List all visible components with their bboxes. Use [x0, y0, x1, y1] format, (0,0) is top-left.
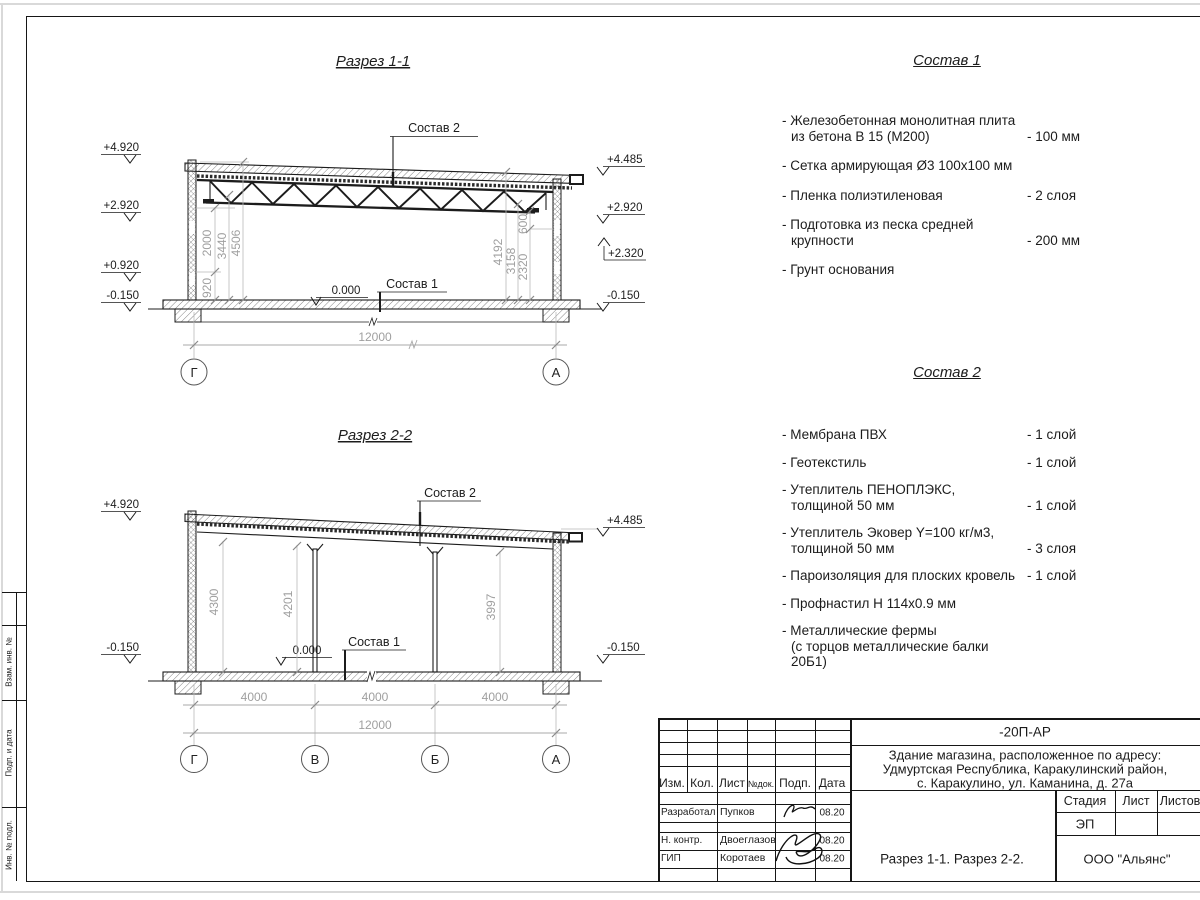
axis-bubble-g: [181, 359, 207, 385]
address-line-2: Удмуртская Республика, Каракулинский район,: [882, 761, 1168, 777]
sostav2-label: Состав 2: [424, 486, 476, 500]
svg-text:+2.920: +2.920: [607, 202, 643, 214]
elevation-right-2320: [598, 238, 646, 260]
bay-dims: [183, 684, 567, 746]
sostav1-title: Состав 1: [913, 52, 981, 69]
org-name: ООО "Альянс": [1083, 851, 1171, 867]
name-korotaev: Коротаев: [720, 852, 766, 864]
section-1-1-title: Разрез 1-1: [335, 53, 411, 70]
svg-text:4506: 4506: [229, 229, 243, 257]
svg-text:4201: 4201: [281, 590, 295, 618]
svg-text:4300: 4300: [207, 588, 221, 616]
svg-text:3440: 3440: [215, 232, 229, 260]
interior-dims: [207, 538, 504, 676]
col-header-kol: Кол.: [690, 776, 714, 790]
axis-bubble-a: [543, 746, 570, 773]
svg-text:4000: 4000: [481, 690, 509, 704]
svg-text:-0.150: -0.150: [607, 290, 640, 302]
col-header-data: Дата: [818, 776, 846, 790]
name-pupkov: Пупков: [720, 806, 755, 818]
svg-text:А: А: [551, 365, 561, 380]
elevation-right-4485: [597, 154, 645, 175]
column-b: [427, 547, 443, 672]
svg-text:+4.920: +4.920: [103, 142, 139, 154]
stage-value: ЭП: [1075, 816, 1095, 832]
list-item: - Мембрана ПВХ - 1 слой: [782, 427, 1077, 442]
list-item: - Профнастил Н 114х0.9 мм: [782, 595, 956, 611]
roof-edge-cap: [570, 175, 583, 184]
sostav1-list: [782, 52, 1112, 292]
svg-text:3158: 3158: [504, 247, 518, 275]
list-item: - Геотекстиль - 1 слой: [782, 454, 1077, 470]
list-item: - Железобетонная монолитная плита из бетона В 15 (М200) - 100 мм: [782, 113, 1081, 144]
sostav2-title: Состав 2: [913, 364, 981, 381]
axis-bubble-g: [181, 746, 208, 773]
elevation-left-4920: [101, 142, 141, 163]
col-header-list: Лист: [718, 776, 746, 790]
stage-label: Стадия: [1063, 794, 1107, 808]
svg-text:4000: 4000: [361, 690, 389, 704]
svg-text:4000: 4000: [240, 690, 268, 704]
svg-text:920: 920: [200, 277, 214, 299]
svg-text:Г: Г: [190, 365, 198, 380]
section-2-2-title: Разрез 2-2: [337, 427, 413, 444]
wall-left: [188, 511, 196, 672]
svg-text:Г: Г: [190, 752, 198, 767]
svg-text:2000: 2000: [200, 229, 214, 257]
axis-bubble-a: [543, 359, 569, 385]
list-item: - Пароизоляция для плоских кровель - 1 слой: [782, 568, 1077, 583]
col-header-ndok: №док.: [747, 779, 775, 789]
signature-pupkov: [784, 805, 815, 817]
role-gip: ГИП: [661, 853, 681, 864]
elevation-left-4920: [101, 499, 141, 520]
elevation-left-2920: [101, 200, 141, 221]
svg-text:+4.485: +4.485: [607, 154, 643, 166]
floor-slab: [148, 300, 602, 326]
role-nkontr: Н. контр.: [661, 835, 703, 846]
elevation-right-2920: [597, 202, 645, 223]
sostav2-label: Состав 2: [408, 121, 460, 135]
signature-flourish: [776, 834, 822, 864]
doc-code: -20П-АР: [999, 724, 1051, 740]
roof-edge-cap: [569, 533, 582, 542]
svg-text:+4.485: +4.485: [607, 515, 643, 527]
elevation-right-m0150: [597, 642, 645, 663]
svg-text:А: А: [551, 752, 561, 767]
sheets-label: Листов: [1159, 794, 1200, 808]
svg-text:2320: 2320: [516, 253, 530, 281]
sostav2-leader: [417, 486, 481, 546]
zero-level-mark: [276, 645, 332, 665]
signatures: [770, 795, 845, 880]
section-2-2: [101, 427, 645, 773]
strip-label-vzam: Взам. инв. №: [4, 637, 14, 687]
list-item: - Утеплитель ПЕНОПЛЭКС, толщиной 50 мм - 1 слой: [782, 482, 1077, 513]
address-line-3: с. Каракулино, ул. Каманина, д. 27а: [916, 775, 1134, 791]
list-item: - Подготовка из песка средней крупности - 200 мм: [782, 217, 1081, 248]
sostav2-list: [782, 364, 1112, 682]
role-razrabotal: Разработал: [661, 807, 716, 818]
svg-text:600: 600: [516, 213, 530, 235]
svg-text:+2.920: +2.920: [103, 200, 139, 212]
list-item: - Пленка полиэтиленовая - 2 слоя: [782, 187, 1077, 203]
col-header-izm: Изм.: [659, 776, 685, 790]
svg-text:+2.320: +2.320: [608, 248, 644, 260]
list-item: - Грунт основания: [782, 262, 895, 277]
axis-bubble-v: [302, 746, 329, 773]
date-nkontr: 08.20: [819, 835, 845, 847]
svg-text:12000: 12000: [358, 330, 392, 344]
svg-text:-0.150: -0.150: [607, 642, 640, 654]
sostav1-label: Состав 1: [386, 277, 438, 291]
name-dvoeglazov: Двоеглазов: [720, 834, 776, 846]
wall-left: [188, 160, 196, 300]
svg-text:0.000: 0.000: [292, 645, 322, 657]
svg-text:-0.150: -0.150: [106, 290, 139, 302]
date-gip: 08.20: [819, 853, 845, 865]
elevation-left-m0150: [101, 290, 141, 311]
roof-slab: [185, 514, 578, 541]
elevation-left-m0150: [101, 642, 141, 663]
svg-text:В: В: [310, 752, 320, 767]
address-line-1: Здание магазина, расположенное по адресу:: [888, 747, 1162, 763]
svg-text:Б: Б: [430, 752, 440, 767]
elevation-right-m0150: [597, 290, 645, 311]
axis-bubble-b: [422, 746, 449, 773]
wall-right: [553, 179, 561, 300]
section-1-1: [101, 53, 646, 385]
svg-text:0.000: 0.000: [331, 285, 361, 297]
strip-label-podp: Подп. и дата: [4, 729, 14, 777]
svg-text:3997: 3997: [484, 593, 498, 621]
interior-dims-right: [491, 168, 553, 304]
list-item: - Сетка армирующая Ø3 100х100 мм: [782, 158, 1013, 173]
list-item: - Утеплитель Эковер Y=100 кг/м3, толщиной 50 мм - 3 слоя: [782, 525, 1077, 556]
svg-text:-0.150: -0.150: [106, 642, 139, 654]
sostav1-label: Состав 1: [348, 635, 400, 649]
list-item: - Металлические фермы (с торцов металлические балки 20Б1): [782, 623, 989, 669]
sheet-label: Лист: [1122, 794, 1150, 808]
svg-text:+0.920: +0.920: [103, 260, 139, 272]
date-razrabotal: 08.20: [819, 807, 845, 819]
svg-text:+4.920: +4.920: [103, 499, 139, 511]
span-dim-12000: [183, 312, 567, 358]
roof-slab: [185, 163, 578, 184]
wall-right: [553, 533, 561, 672]
svg-text:4192: 4192: [491, 238, 505, 266]
elevation-left-0920: [101, 260, 141, 281]
sheet-title: Разрез 1-1. Разрез 2-2.: [880, 851, 1024, 867]
svg-text:12000: 12000: [358, 718, 392, 732]
strip-label-inv: Инв. № подл.: [4, 820, 14, 870]
col-header-podp: Подп.: [779, 776, 811, 790]
